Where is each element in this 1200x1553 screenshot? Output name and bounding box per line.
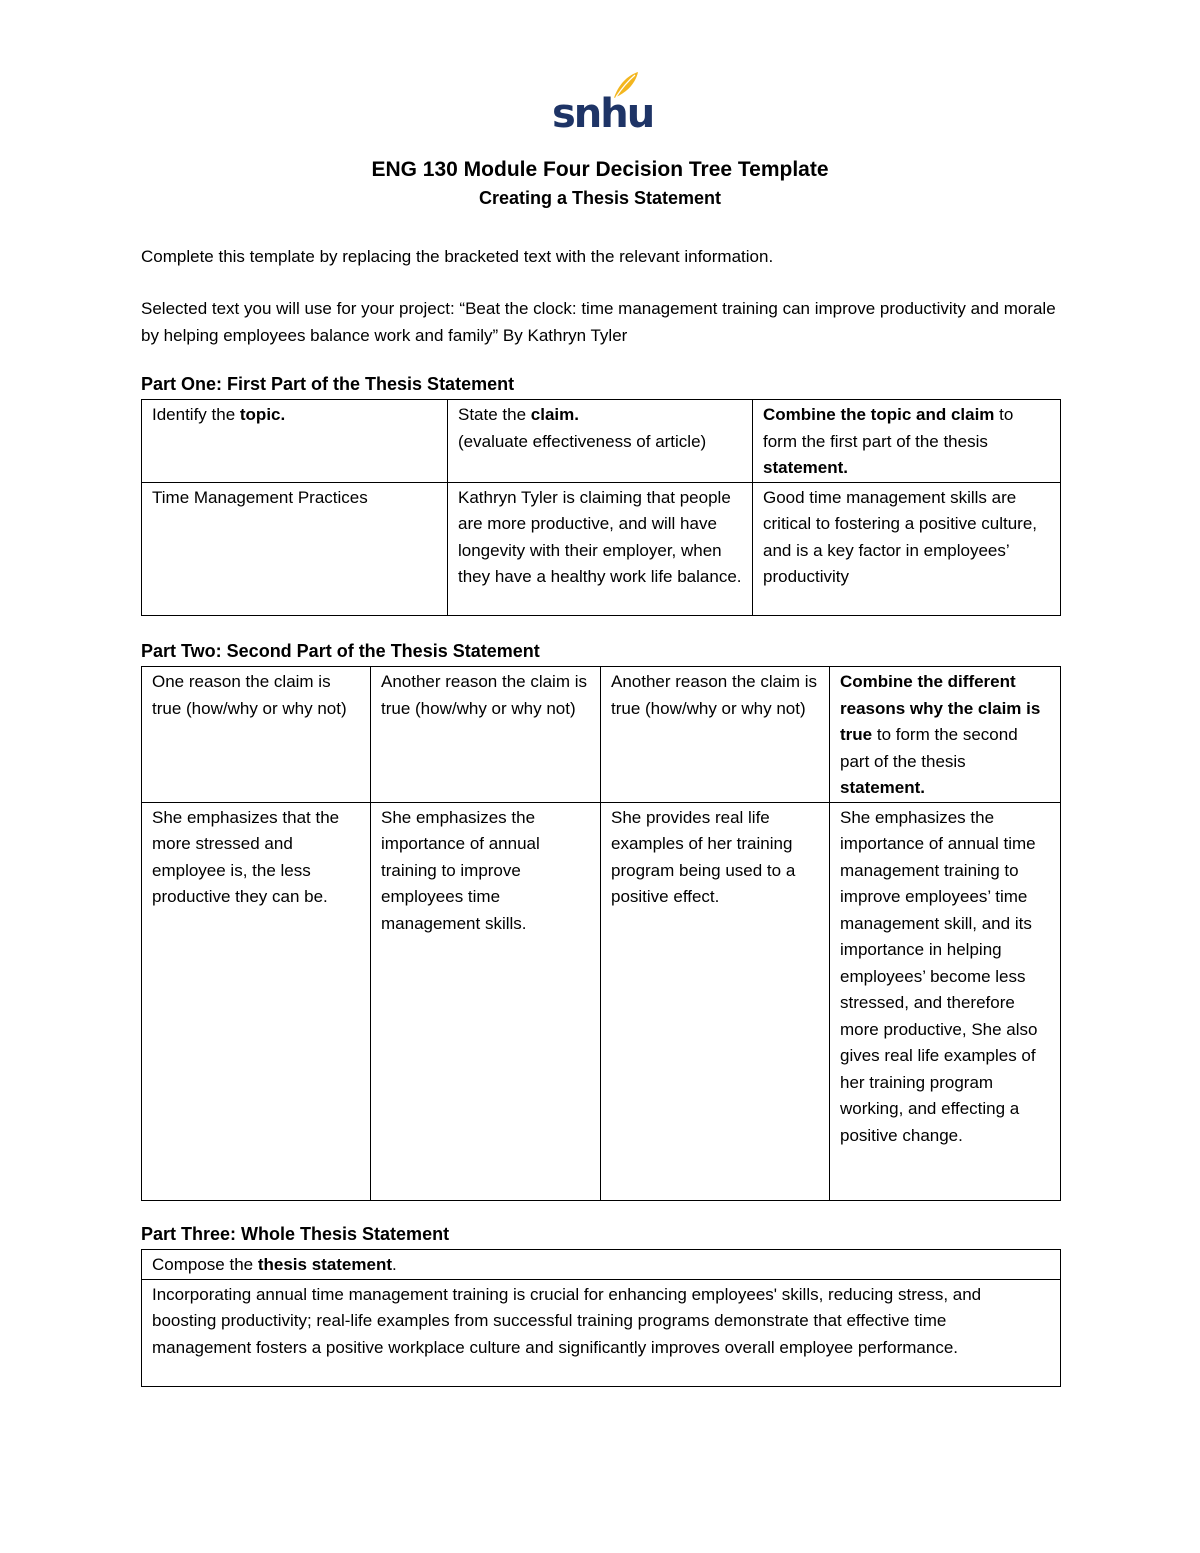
table-row (142, 482, 1061, 615)
selected-text: Selected text you will use for your project: “Beat the clock: time management training can improve productivity and morale by helping employees balance work and family” By Kathryn Tyler (141, 299, 1056, 345)
thesis-cell: Incorporating annual time management training is crucial for enhancing employees' skills, reducing stress, and boosting productivity; real-life examples from successful training programs demonstrate that effective time management fosters a positive workplace culture and significantly improves overall employee performance. (142, 1279, 1061, 1386)
table-row (142, 1250, 1061, 1280)
table-row (142, 1279, 1061, 1386)
reason-2-cell: She emphasizes the importance of annual training to improve employees time management skills. (371, 802, 601, 1200)
reason-1-cell: She emphasizes that the more stressed and employee is, the less productive they can be. (142, 802, 371, 1200)
header-cell-combine: Combine the topic and claim to form the first part of the thesis statement. (753, 400, 1061, 483)
header-cell-thesis: Compose the thesis statement. (142, 1250, 1061, 1280)
combined-cell: Good time management skills are critical to fostering a positive culture, and is a key factor in employees’ productivity (753, 482, 1061, 615)
topic-cell: Time Management Practices (142, 482, 448, 615)
header-cell-reason-3: Another reason the claim is true (how/why or why not) (601, 667, 830, 803)
page-subtitle: Creating a Thesis Statement (478, 188, 722, 208)
snhu-logo (552, 70, 654, 137)
table-row (142, 667, 1061, 803)
header-cell-reason-2: Another reason the claim is true (how/why or why not) (371, 667, 601, 803)
header-cell-claim: State the claim. (evaluate effectiveness of article) (448, 400, 753, 483)
reason-3-cell: She provides real life examples of her training program being used to a positive effect. (601, 802, 830, 1200)
table-row (142, 400, 1061, 483)
part-three-heading: Part Three: Whole Thesis Statement (141, 1224, 450, 1244)
combined-reasons-cell: She emphasizes the importance of annual time management training to improve employees’ time management skill, and its importance in helping employees’ become less stressed, and therefore more productive, She also gives real life examples of her training program working, and effecting a positive change. (830, 802, 1061, 1200)
part-three-table (141, 1249, 1061, 1387)
part-two-heading: Part Two: Second Part of the Thesis Statement (141, 641, 540, 661)
part-one-table (141, 399, 1061, 616)
page-title: ENG 130 Module Four Decision Tree Template (371, 158, 829, 181)
header-cell-combine: Combine the different reasons why the claim is true to form the second part of the thesis statement. (830, 667, 1061, 803)
header-cell-topic: Identify the topic. (142, 400, 448, 483)
header-cell-reason-1: One reason the claim is true (how/why or why not) (142, 667, 371, 803)
claim-cell: Kathryn Tyler is claiming that people are more productive, and will have longevity with their employer, when they have a healthy work life balance. (448, 482, 753, 615)
instructions: Complete this template by replacing the bracketed text with the relevant information. (141, 247, 774, 266)
part-one-heading: Part One: First Part of the Thesis Statement (141, 374, 515, 394)
table-row (142, 802, 1061, 1200)
part-two-table (141, 666, 1061, 1201)
logo-wordmark: snhu (552, 91, 654, 137)
